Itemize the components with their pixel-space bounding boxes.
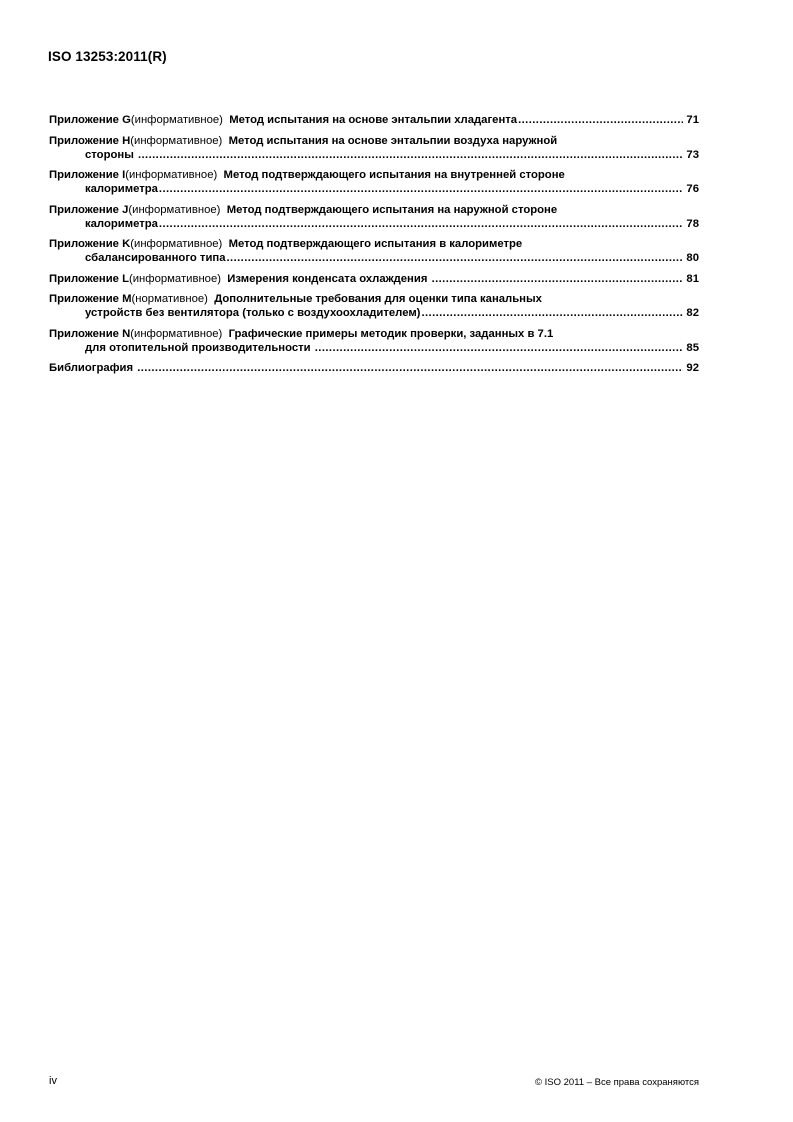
document-header: ISO 13253:2011(R): [48, 49, 167, 64]
annex-label: Приложение N: [49, 327, 131, 340]
page-number: 78: [686, 217, 699, 230]
footer-copyright: © ISO 2011 – Все права сохраняются: [534, 1077, 699, 1088]
page-number: 71: [686, 114, 699, 126]
page-number: 82: [686, 307, 699, 319]
dot-leader: [137, 361, 683, 375]
toc-entry-annex-k[interactable]: [49, 237, 699, 265]
annex-type: (информативное): [128, 203, 221, 216]
annex-title-continued: сбалансированного типа: [85, 252, 226, 264]
page-number: 81: [686, 272, 699, 285]
toc-entry-annex-l[interactable]: [49, 272, 699, 286]
annex-title: Метод подтверждающего испытания в калориметре: [228, 238, 523, 250]
annex-label: Приложение I: [49, 169, 126, 181]
annex-type: (информативное): [128, 272, 222, 285]
annex-label: Приложение L: [49, 272, 129, 285]
annex-type: (информативное): [130, 134, 223, 147]
dot-leader: [138, 148, 683, 162]
annex-title-continued: устройств без вентилятора (только с воздухоохладителем): [85, 307, 421, 319]
dot-leader: [432, 272, 684, 286]
page-number: 85: [686, 341, 699, 354]
toc-entry-annex-j[interactable]: [49, 203, 699, 231]
annex-title: Метод испытания на основе энтальпии воздуха наружной: [228, 134, 558, 147]
annex-title-continued: калориметра: [85, 217, 158, 230]
annex-label: Приложение G: [49, 114, 131, 126]
dot-leader: [315, 341, 684, 355]
annex-title: Измерения конденсата охлаждения: [227, 272, 428, 285]
page-number: 76: [686, 183, 699, 195]
toc-entry-bibliography[interactable]: [49, 361, 699, 375]
annex-label: Приложение H: [49, 134, 131, 147]
annex-type: (нормативное): [131, 293, 208, 305]
dot-leader: [227, 251, 684, 265]
annex-title: Графические примеры методик проверки, заданных в 7.1: [228, 327, 554, 340]
annex-title: Метод подтверждающего испытания на наружной стороне: [226, 203, 558, 216]
toc-entry-annex-g[interactable]: [49, 113, 699, 127]
annex-type: (информативное): [130, 238, 223, 250]
footer-page-number: iv: [49, 1075, 57, 1087]
annex-title-continued: для отопительной производительности: [85, 341, 311, 354]
annex-title-continued: стороны: [85, 148, 134, 161]
annex-label: Приложение M: [49, 293, 132, 305]
toc-entry-annex-n[interactable]: [49, 327, 699, 355]
annex-label: Приложение K: [49, 238, 131, 250]
annex-label: Приложение J: [49, 203, 129, 216]
annex-type: (информативное): [125, 169, 218, 181]
annex-title: Метод подтверждающего испытания на внутренней стороне: [223, 169, 565, 181]
page-number: 92: [686, 362, 699, 374]
annex-type: (информативное): [130, 327, 223, 340]
toc-entry-annex-i[interactable]: [49, 168, 699, 196]
annex-title: Дополнительные требования для оценки типа канальных: [214, 293, 542, 305]
page-number: 80: [686, 252, 699, 264]
annex-type: (информативное): [130, 114, 223, 126]
table-of-contents: [49, 113, 699, 382]
annex-title: Метод испытания на основе энтальпии хладагента: [229, 114, 518, 126]
annex-title-continued: калориметра: [85, 183, 158, 195]
dot-leader: [159, 182, 684, 196]
page-number: 73: [686, 148, 699, 161]
toc-entry-annex-h[interactable]: [49, 134, 699, 162]
dot-leader: [421, 306, 683, 320]
dot-leader: [518, 113, 683, 127]
toc-entry-annex-m[interactable]: [49, 292, 699, 320]
bibliography-label: Библиография: [49, 362, 134, 374]
dot-leader: [159, 217, 684, 231]
